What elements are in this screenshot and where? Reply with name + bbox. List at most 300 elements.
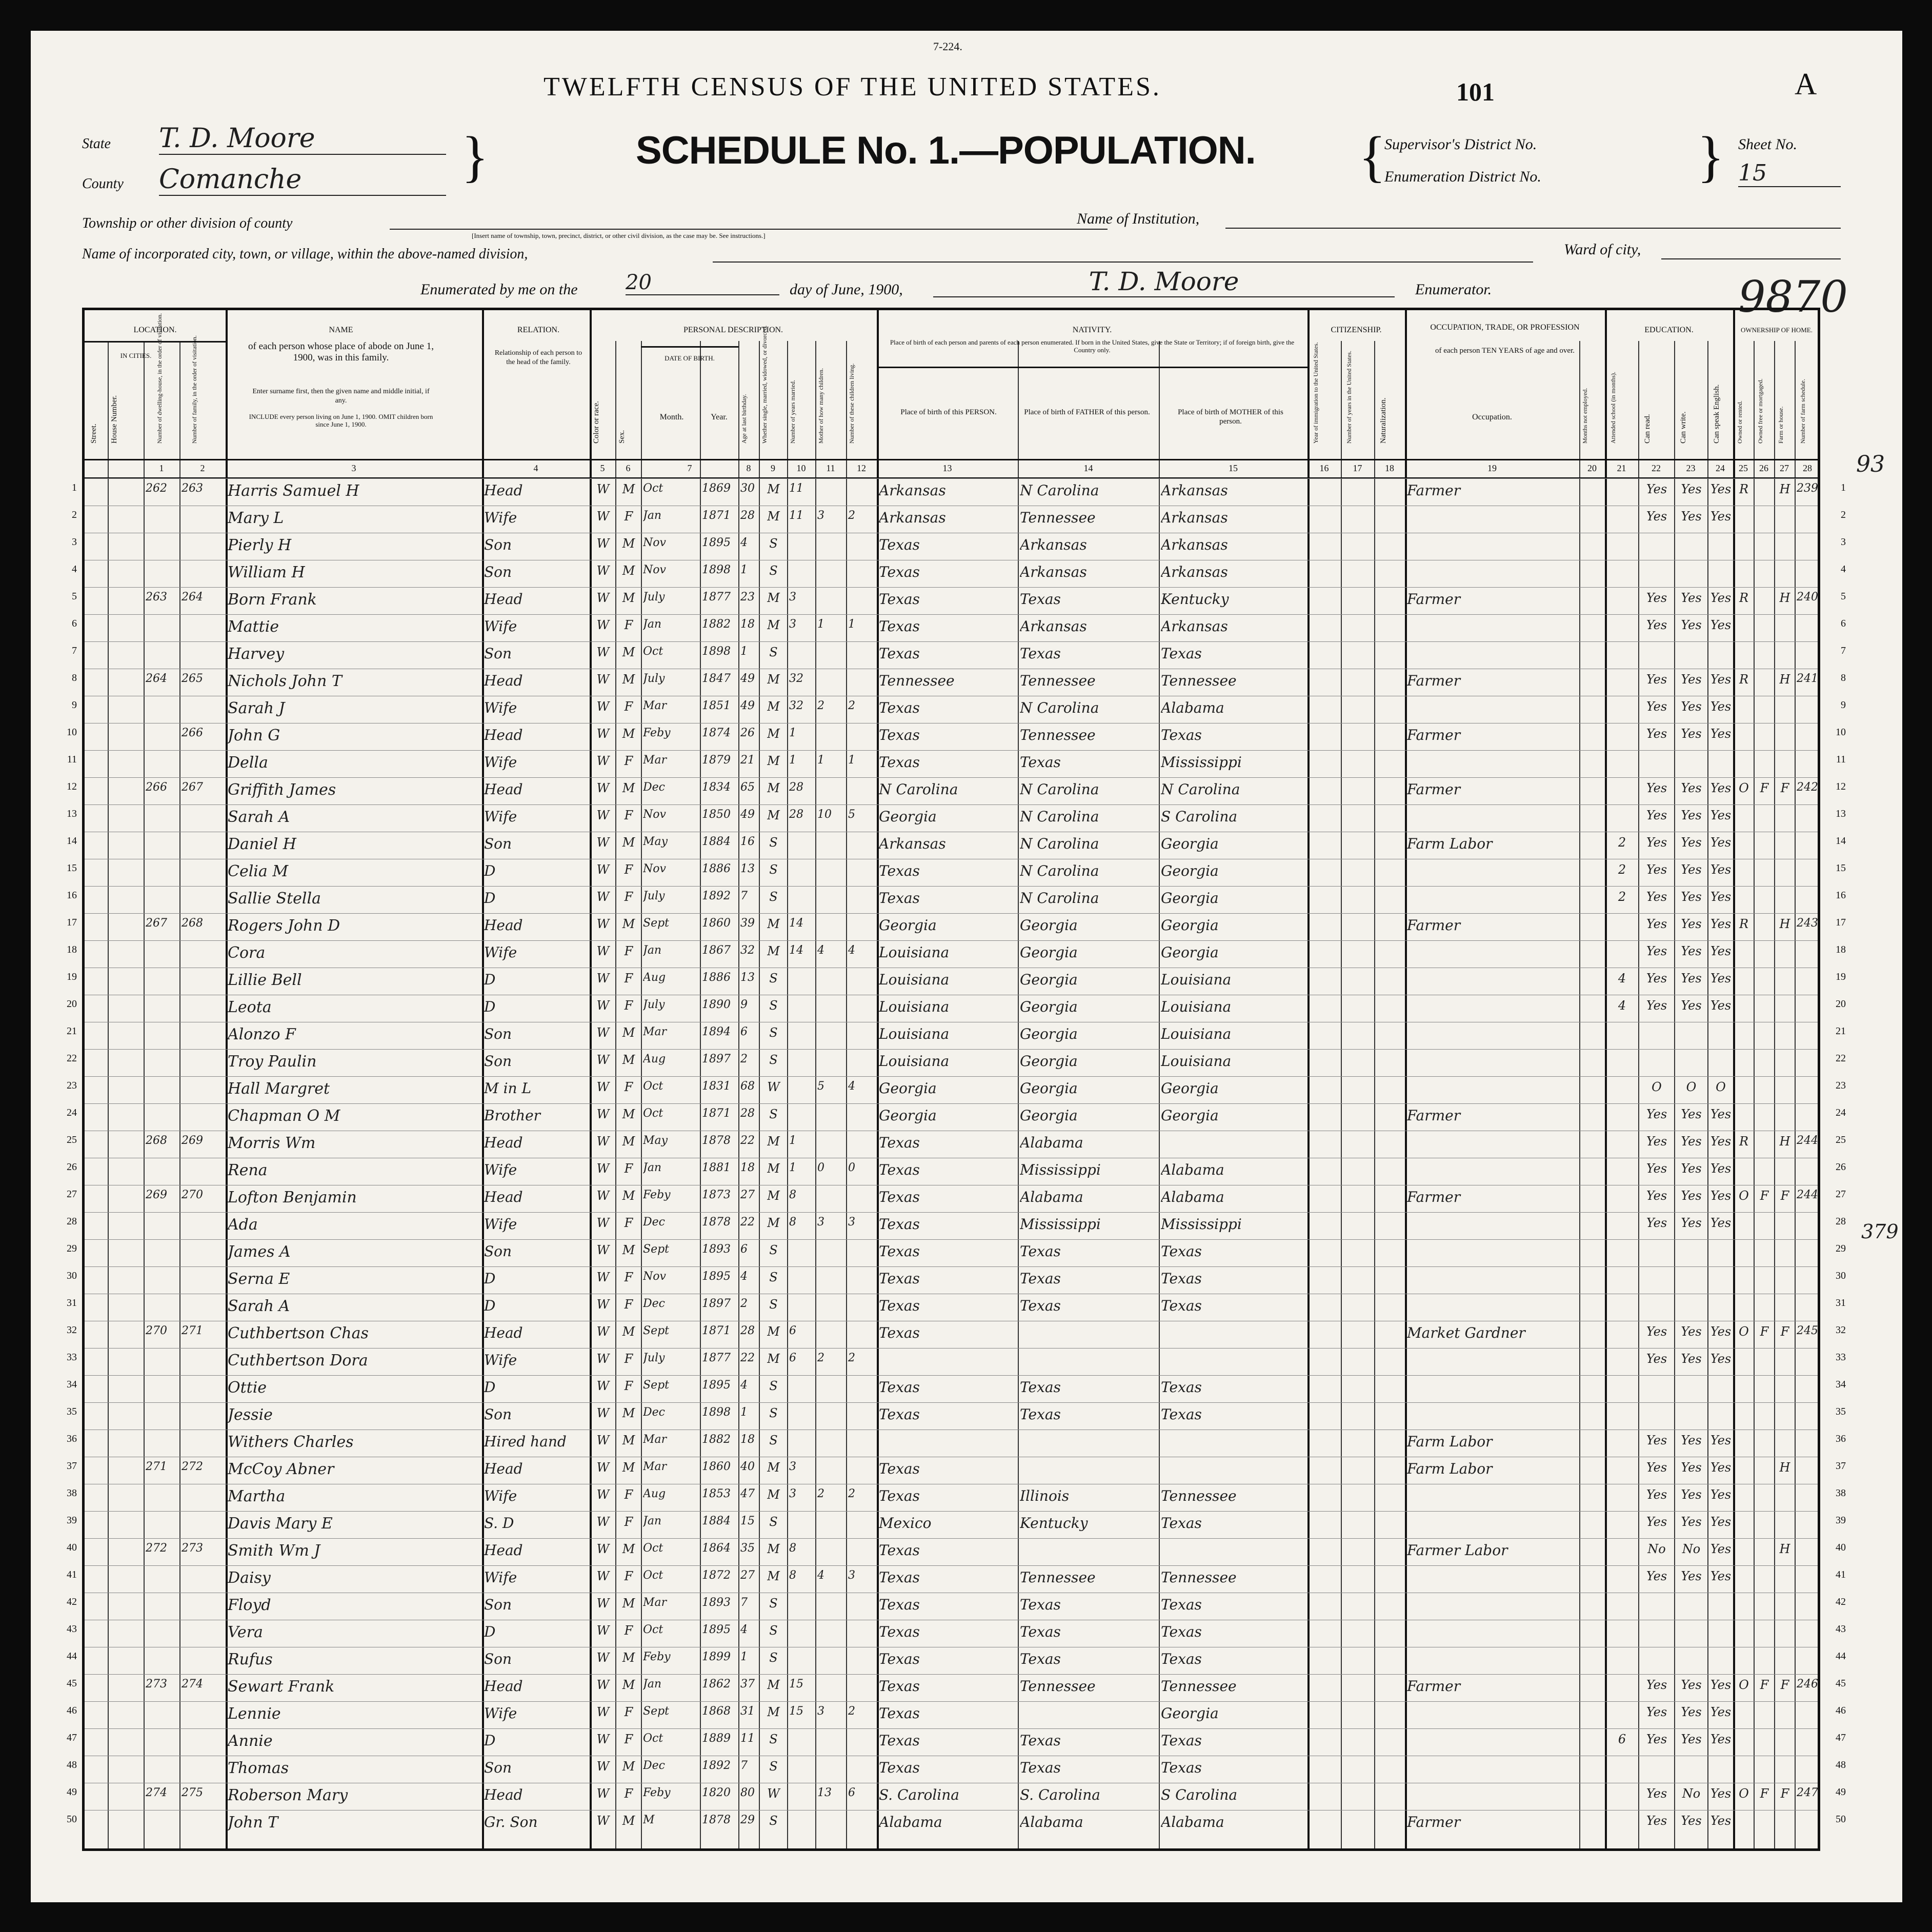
line-number: 9 — [72, 699, 77, 711]
cell-rel: D — [484, 1623, 496, 1640]
cell-c: W — [596, 1379, 610, 1393]
cell-bp: Texas — [879, 699, 920, 716]
cell-c: W — [596, 808, 610, 822]
line-number: 26 — [1836, 1161, 1846, 1173]
cell-rd: No — [1647, 1542, 1666, 1556]
cell-s: M — [622, 1759, 635, 1774]
cell-mo: Nov — [643, 564, 666, 576]
cell-bp: Louisiana — [879, 998, 950, 1015]
enumerated-prefix: Enumerated by me on the — [420, 281, 578, 298]
enumeration-label: Enumeration District No. — [1384, 168, 1541, 185]
cell-yr: 1878 — [702, 1814, 731, 1826]
line-number: 17 — [1836, 917, 1846, 928]
cell-ms: M — [767, 1705, 780, 1719]
cell-wr: Yes — [1681, 1324, 1702, 1339]
cell-c: W — [596, 971, 610, 985]
cell-name: Born Frank — [228, 591, 317, 609]
cell-bf: Arkansas — [1020, 618, 1087, 635]
line-number: 38 — [1836, 1487, 1846, 1499]
table-row — [85, 1484, 1818, 1512]
cell-age: 2 — [740, 1297, 748, 1310]
cell-fs: 242 — [1797, 781, 1818, 794]
table-row — [85, 723, 1818, 751]
cell-ms: S — [769, 1623, 778, 1638]
column-number: 7 — [687, 463, 692, 473]
cell-s: M — [622, 1596, 635, 1611]
hdr-nativity: NATIVITY. — [1072, 326, 1112, 334]
line-number: 6 — [1841, 618, 1846, 629]
cell-age: 18 — [740, 1433, 755, 1446]
cell-ym: 28 — [789, 781, 803, 794]
cell-c: W — [596, 1297, 610, 1312]
cell-fs: 244 — [1797, 1134, 1818, 1147]
cell-s: F — [624, 1270, 633, 1284]
cell-name: Celia M — [228, 862, 289, 880]
cell-mo: Nov — [643, 1270, 666, 1283]
cell-age: 29 — [740, 1814, 755, 1826]
cell-s: F — [624, 1786, 633, 1801]
lbl-can-read: Can read. — [1643, 414, 1652, 444]
cell-fh: H — [1779, 1542, 1790, 1556]
cell-rd: Yes — [1646, 1134, 1667, 1149]
cell-name: William H — [228, 564, 305, 581]
cell-ch: 3 — [817, 509, 824, 522]
cell-rel: D — [484, 890, 496, 907]
cell-c: W — [596, 1732, 610, 1746]
population-table — [82, 308, 1820, 1851]
cell-mo: Sept — [643, 1324, 670, 1337]
ward-line — [1661, 258, 1841, 259]
cell-occ: Market Gardner — [1407, 1324, 1525, 1341]
cell-name: Hall Margret — [228, 1080, 330, 1098]
cell-s: F — [624, 808, 633, 822]
line-number: 49 — [67, 1786, 77, 1798]
cell-rel: Head — [484, 781, 523, 798]
cell-yr: 1882 — [702, 618, 731, 631]
cell-rel: Hired hand — [484, 1433, 567, 1450]
cell-s: F — [624, 1379, 633, 1393]
cell-ym: 3 — [789, 618, 796, 631]
line-number: 18 — [67, 944, 77, 955]
cell-yr: 1831 — [702, 1080, 731, 1093]
cell-name: Lofton Benjamin — [228, 1189, 357, 1206]
city-line — [713, 261, 1533, 263]
nativity-rule — [877, 367, 1307, 368]
cell-age: 13 — [740, 862, 755, 875]
cell-bf: Texas — [1020, 1406, 1061, 1423]
lbl-house: House Number. — [110, 395, 118, 444]
cell-name: Daisy — [228, 1569, 271, 1587]
cell-fs: 243 — [1797, 917, 1818, 930]
cell-name: Martha — [228, 1487, 286, 1505]
cell-bf: Georgia — [1020, 944, 1078, 961]
cell-wr: Yes — [1681, 1814, 1702, 1828]
cell-name: Lennie — [228, 1705, 281, 1723]
cell-s: F — [624, 618, 633, 632]
cell-name: Serna E — [228, 1270, 290, 1288]
column-number: 13 — [942, 463, 952, 473]
line-number: 20 — [1836, 998, 1846, 1010]
cell-yr: 1884 — [702, 835, 731, 848]
cell-bm: Arkansas — [1161, 536, 1228, 553]
column-number: 12 — [857, 463, 866, 473]
cell-yr: 1864 — [702, 1542, 731, 1555]
brace-sheet: } — [1697, 125, 1724, 188]
cell-s: M — [622, 1814, 635, 1828]
cell-fh: F — [1780, 781, 1789, 795]
lbl-owned-rented: Owned or rented. — [1736, 400, 1743, 444]
cell-bm: Texas — [1161, 1243, 1202, 1260]
column-number: 3 — [351, 463, 356, 473]
cell-name: Sarah A — [228, 808, 290, 826]
cell-ms: M — [767, 591, 780, 605]
enumerator-label: Enumerator. — [1415, 281, 1492, 298]
line-number: 47 — [67, 1732, 77, 1743]
cell-rel: Head — [484, 917, 523, 934]
hdr-name-note2: INCLUDE every person living on June 1, 1900. OMIT children born since June 1, 1900. — [249, 413, 433, 428]
cell-c: W — [596, 1814, 610, 1828]
cell-bp: Texas — [879, 1460, 920, 1477]
cell-bm: Alabama — [1161, 699, 1224, 716]
cell-yr: 1834 — [702, 781, 731, 794]
cell-sp: Yes — [1710, 1515, 1732, 1529]
line-number: 30 — [1836, 1270, 1846, 1281]
cell-fh: H — [1779, 591, 1790, 605]
cell-fam: 267 — [182, 781, 203, 794]
cell-sp: Yes — [1710, 1814, 1732, 1828]
cell-name: John T — [228, 1814, 278, 1832]
table-row — [85, 560, 1818, 588]
cell-age: 80 — [740, 1786, 755, 1799]
cell-c: W — [596, 509, 610, 524]
cell-yr: 1898 — [702, 645, 731, 658]
line-number: 31 — [67, 1297, 77, 1309]
cell-bm: Texas — [1161, 1623, 1202, 1640]
cell-bm: Texas — [1161, 1732, 1202, 1749]
cell-ms: W — [767, 1080, 780, 1094]
cell-name: Mary L — [228, 509, 284, 527]
cell-bp: Texas — [879, 1379, 920, 1396]
table-row — [85, 1538, 1818, 1566]
cell-s: M — [622, 835, 635, 850]
cell-name: Davis Mary E — [228, 1515, 333, 1533]
cell-age: 27 — [740, 1569, 755, 1582]
cell-ms: S — [769, 1814, 778, 1828]
cell-dw: 272 — [146, 1542, 167, 1555]
lbl-free-mortgaged: Owned free or mortgaged. — [1757, 378, 1764, 444]
cell-name: Cuthbertson Chas — [228, 1324, 369, 1342]
cell-sp: Yes — [1710, 1542, 1732, 1556]
cell-ms: M — [767, 482, 780, 496]
line-number: 9 — [1841, 699, 1846, 711]
table-row — [85, 913, 1818, 941]
cell-name: Rena — [228, 1161, 268, 1179]
cell-c: W — [596, 699, 610, 714]
cell-bm: Tennessee — [1161, 672, 1237, 689]
cell-c: W — [596, 1460, 610, 1475]
cell-mo: Jan — [643, 509, 662, 522]
cell-bf: Georgia — [1020, 1080, 1078, 1097]
cell-mo: Dec — [643, 781, 665, 794]
line-number: 16 — [67, 890, 77, 901]
cell-occ: Farmer — [1407, 1107, 1461, 1124]
cell-bp: Louisiana — [879, 944, 950, 961]
cell-mo: July — [643, 998, 665, 1011]
hdr-name: NAME — [329, 326, 353, 334]
line-number: 4 — [72, 564, 77, 575]
cell-bf: Tennessee — [1020, 727, 1096, 743]
column-number: 6 — [626, 463, 631, 473]
cell-yr: 1886 — [702, 971, 731, 984]
cell-s: F — [624, 1732, 633, 1746]
cell-rel: Wife — [484, 1487, 517, 1504]
cell-ms: M — [767, 1487, 780, 1502]
cell-name: Harris Samuel H — [228, 482, 359, 500]
cell-rel: Wife — [484, 754, 517, 771]
brace-right: { — [1359, 125, 1386, 188]
cell-bf: Texas — [1020, 1732, 1061, 1749]
cell-bm: Arkansas — [1161, 509, 1228, 526]
cell-wr: Yes — [1681, 1134, 1702, 1149]
cell-c: W — [596, 1759, 610, 1774]
cell-bf: Texas — [1020, 591, 1061, 608]
cell-fs: 241 — [1797, 672, 1818, 685]
cell-wr: Yes — [1681, 1705, 1702, 1719]
cell-c: W — [596, 1080, 610, 1094]
cell-c: W — [596, 1487, 610, 1502]
cell-fam: 268 — [182, 917, 203, 930]
cell-sp: Yes — [1710, 971, 1732, 985]
cell-wr: Yes — [1681, 1569, 1702, 1583]
line-number: 18 — [1836, 944, 1846, 955]
cell-age: 6 — [740, 1025, 748, 1038]
table-row — [85, 940, 1818, 968]
cell-rd: Yes — [1646, 618, 1667, 632]
sheet-label: Sheet No. — [1738, 136, 1797, 153]
cell-bf: Mississippi — [1020, 1161, 1101, 1178]
table-row — [85, 1266, 1818, 1294]
cell-rel: Son — [484, 564, 512, 580]
cell-fam: 275 — [182, 1786, 203, 1799]
cell-age: 68 — [740, 1080, 755, 1093]
cell-s: M — [622, 564, 635, 578]
cell-yr: 1871 — [702, 1324, 731, 1337]
cell-name: Vera — [228, 1623, 263, 1641]
line-number: 47 — [1836, 1732, 1846, 1743]
cell-rel: Head — [484, 1460, 523, 1477]
cell-name: Chapman O M — [228, 1107, 340, 1125]
column-number: 26 — [1759, 463, 1768, 473]
line-number: 2 — [72, 509, 77, 520]
cell-mo: Aug — [643, 1053, 666, 1065]
cell-bf: S. Carolina — [1020, 1786, 1100, 1803]
lbl-farm-schedule: Number of farm schedule. — [1799, 379, 1806, 444]
cell-lv: 4 — [848, 1080, 855, 1093]
cell-age: 1 — [740, 1406, 748, 1419]
cell-sp: Yes — [1710, 699, 1732, 714]
cell-ms: M — [767, 699, 780, 714]
cell-occ: Farmer — [1407, 1189, 1461, 1205]
table-row — [85, 1375, 1818, 1403]
cell-yr: 1877 — [702, 591, 731, 603]
table-row — [85, 1511, 1818, 1539]
cell-bf: Alabama — [1020, 1189, 1083, 1205]
enumerated-suffix: day of June, 1900, — [790, 281, 903, 298]
cell-wr: Yes — [1681, 808, 1702, 822]
cell-s: F — [624, 1161, 633, 1176]
cell-ms: S — [769, 1107, 778, 1121]
table-row — [85, 696, 1818, 723]
schedule-title: SCHEDULE No. 1.—POPULATION. — [636, 129, 1256, 172]
cell-mo: Mar — [643, 754, 667, 767]
cell-mo: Jan — [643, 1515, 662, 1527]
column-number: 22 — [1652, 463, 1661, 473]
cell-age: 4 — [740, 536, 748, 549]
supervisor-label: Supervisor's District No. — [1384, 136, 1537, 153]
cell-mo: Oct — [643, 1542, 663, 1555]
line-number: 40 — [67, 1542, 77, 1553]
cell-age: 11 — [740, 1732, 755, 1745]
cell-mo: Oct — [643, 1623, 663, 1636]
cell-rel: Wife — [484, 509, 517, 526]
cell-bm: Texas — [1161, 1759, 1202, 1776]
cell-c: W — [596, 591, 610, 605]
cell-rd: Yes — [1646, 727, 1667, 741]
cell-age: 37 — [740, 1678, 755, 1690]
cell-bp: Texas — [879, 1678, 920, 1695]
cell-ms: S — [769, 1596, 778, 1611]
township-note: [Insert name of township, town, precinct, district, or other civil division, as the case may be. See instructions.] — [472, 232, 766, 239]
cell-mo: Sept — [643, 1379, 670, 1392]
cell-ms: M — [767, 1460, 780, 1475]
table-row — [85, 1728, 1818, 1756]
cell-ms: M — [767, 727, 780, 741]
cell-lv: 3 — [848, 1216, 855, 1229]
cell-rd: Yes — [1646, 890, 1667, 904]
state-label: State — [82, 136, 111, 152]
cell-rel: Head — [484, 1678, 523, 1695]
cell-wr: Yes — [1681, 1189, 1702, 1203]
cell-wr: Yes — [1681, 672, 1702, 687]
cell-age: 39 — [740, 917, 755, 930]
cell-occ: Farmer — [1407, 781, 1461, 798]
cell-rel: Head — [484, 672, 523, 689]
cell-rd: Yes — [1646, 1460, 1667, 1475]
cell-c: W — [596, 1134, 610, 1149]
cell-dw: 262 — [146, 482, 167, 495]
cell-yr: 1850 — [702, 808, 731, 821]
lbl-birth-father: Place of birth of FATHER of this person. — [1024, 408, 1150, 416]
cell-c: W — [596, 998, 610, 1013]
cell-c: W — [596, 1270, 610, 1284]
cell-bp: Texas — [879, 536, 920, 553]
institution-line — [1225, 228, 1841, 229]
cell-fs: 246 — [1797, 1678, 1818, 1690]
cell-name: Sewart Frank — [228, 1678, 335, 1696]
cell-name: Harvey — [228, 645, 285, 663]
sheet-value: 15 — [1738, 160, 1841, 187]
column-number: 23 — [1686, 463, 1696, 473]
cell-sp: Yes — [1710, 1786, 1732, 1801]
table-row — [85, 968, 1818, 995]
cell-s: M — [622, 1189, 635, 1203]
cell-bp: Texas — [879, 1189, 920, 1205]
cell-bf: N Carolina — [1020, 835, 1099, 852]
cell-yr: 1892 — [702, 1759, 731, 1772]
cell-lv: 2 — [848, 1487, 855, 1500]
cell-rd: Yes — [1646, 1352, 1667, 1366]
table-row — [85, 1321, 1818, 1349]
column-number: 2 — [200, 463, 205, 473]
column-number: 9 — [771, 463, 775, 473]
line-number: 11 — [67, 754, 77, 765]
cell-wr: Yes — [1681, 998, 1702, 1013]
cell-ym: 3 — [789, 591, 796, 603]
cell-sp: Yes — [1710, 998, 1732, 1013]
cell-ym: 15 — [789, 1705, 803, 1718]
cell-bp: Texas — [879, 1161, 920, 1178]
cell-bm: Texas — [1161, 645, 1202, 662]
line-number: 13 — [1836, 808, 1846, 819]
column-number: 11 — [826, 463, 835, 473]
line-number: 38 — [67, 1487, 77, 1499]
cell-yr: 1895 — [702, 1270, 731, 1283]
cell-bm: Tennessee — [1161, 1487, 1237, 1504]
cell-name: Mattie — [228, 618, 279, 636]
cell-name: Della — [228, 754, 268, 772]
cell-lv: 2 — [848, 699, 855, 712]
cell-own: R — [1739, 1134, 1749, 1149]
cell-s: F — [624, 944, 633, 958]
cell-ym: 1 — [789, 754, 796, 767]
cell-lv: 2 — [848, 1705, 855, 1718]
cell-bf: Tennessee — [1020, 509, 1096, 526]
cell-rel: D — [484, 998, 496, 1015]
cell-occ: Farmer — [1407, 1814, 1461, 1830]
cell-sp: Yes — [1710, 672, 1732, 687]
cell-rel: Wife — [484, 1352, 517, 1368]
line-number: 23 — [67, 1080, 77, 1091]
cell-occ: Farm Labor — [1407, 1460, 1493, 1477]
cell-name: Annie — [228, 1732, 273, 1750]
cell-c: W — [596, 1161, 610, 1176]
cell-rel: Head — [484, 1542, 523, 1559]
cell-rd: Yes — [1646, 1786, 1667, 1801]
township-label: Township or other division of county — [82, 215, 293, 231]
county-label: County — [82, 176, 124, 192]
line-number: 14 — [67, 835, 77, 847]
line-number: 35 — [67, 1406, 77, 1417]
cell-ym: 15 — [789, 1678, 803, 1690]
cell-mo: Oct — [643, 1107, 663, 1120]
cell-ms: S — [769, 1053, 778, 1067]
line-number: 12 — [67, 781, 77, 792]
cell-rel: D — [484, 1297, 496, 1314]
line-number: 5 — [1841, 591, 1846, 602]
cell-bp: Texas — [879, 890, 920, 907]
cell-bp: Georgia — [879, 808, 937, 825]
cell-yr: 1892 — [702, 890, 731, 902]
cell-ms: M — [767, 944, 780, 958]
cell-s: M — [622, 1542, 635, 1556]
cell-ms: S — [769, 1270, 778, 1284]
cell-bf: Mississippi — [1020, 1216, 1101, 1233]
cell-mo: Oct — [643, 1569, 663, 1582]
cell-mo: Aug — [643, 971, 666, 984]
cell-wr: Yes — [1681, 509, 1702, 524]
cell-rel: Wife — [484, 699, 517, 716]
line-number: 46 — [1836, 1705, 1846, 1716]
